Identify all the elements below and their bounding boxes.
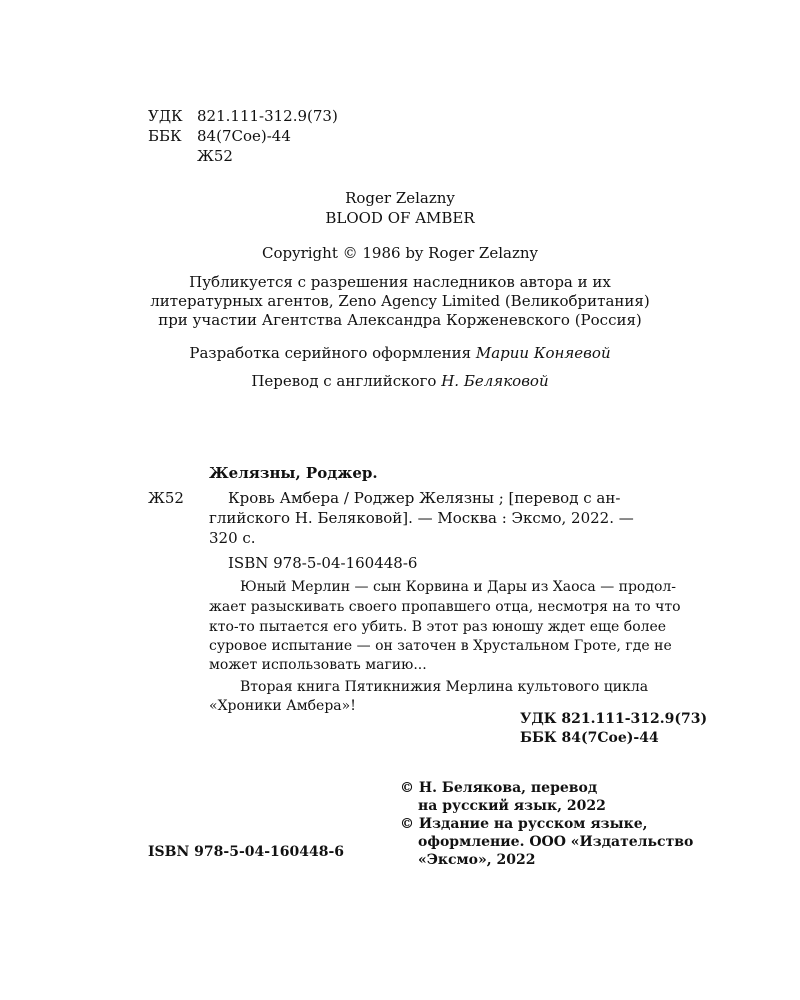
series-line: Вторая книга Пятикнижия Мерлина культового цикла — [240, 679, 649, 695]
design-credit — [0, 343, 800, 363]
bbk-value: 84(7Сое)-44 — [197, 127, 291, 145]
catalog-author-heading: Желязны, Роджер. — [209, 464, 378, 482]
footer-copyright-line: «Эксмо», 2022 — [418, 852, 536, 868]
bbk-label: ББК — [148, 127, 182, 145]
rights-line: Публикуется с разрешения наследников автора и их — [189, 273, 611, 291]
annotation-line: Юный Мерлин — сын Корвина и Дары из Хаоса — продол- — [240, 579, 677, 595]
rights-line: при участии Агентства Александра Корженевского (Россия) — [158, 311, 642, 329]
design-credit-name: Марии Коняевой — [475, 344, 611, 362]
design-credit-prefix: Разработка серийного оформления — [189, 344, 476, 362]
catalog-description-line: глийского Н. Беляковой]. — Москва : Эксмо, 2022. — — [209, 509, 634, 527]
catalog-mark: Ж52 — [148, 489, 184, 507]
rights-line: литературных агентов, Zeno Agency Limited (Великобритания) — [150, 292, 650, 310]
catalog-bbk: ББК 84(7Сое)-44 — [520, 730, 659, 746]
translation-credit-prefix: Перевод с английского — [251, 372, 442, 390]
footer-isbn: ISBN 978-5-04-160448-6 — [148, 844, 345, 860]
catalog-isbn: ISBN 978-5-04-160448-6 — [228, 554, 418, 572]
translation-credit-name: Н. Беляковой — [441, 372, 549, 390]
footer-copyright-line: оформление. ООО «Издательство — [418, 834, 694, 850]
udk-value: 821.111-312.9(73) — [197, 107, 338, 125]
footer-copyright-line: © Издание на русском языке, — [400, 816, 648, 832]
annotation-line: жает разыскивать своего пропавшего отца, несмотря на то что — [209, 599, 681, 615]
copyright-line: Copyright © 1986 by Roger Zelazny — [262, 244, 538, 262]
annotation-line: кто-то пытается его убить. В этот раз юношу ждет еще более — [209, 619, 667, 635]
footer-copyright-line: © Н. Белякова, перевод — [400, 780, 598, 796]
catalog-description-line: Кровь Амбера / Роджер Желязны ; [перевод с ан- — [228, 489, 621, 507]
catalog-udk: УДК 821.111-312.9(73) — [520, 711, 708, 727]
translation-credit — [0, 371, 800, 391]
series-line: «Хроники Амбера»! — [209, 698, 356, 714]
annotation-line: может использовать магию... — [209, 657, 427, 673]
footer-copyright-line: на русский язык, 2022 — [418, 798, 606, 814]
author-mark: Ж52 — [197, 147, 233, 165]
udk-label: УДК — [148, 107, 183, 125]
catalog-description-line: 320 с. — [209, 529, 256, 547]
annotation-line: суровое испытание — он заточен в Хрустальном Гроте, где не — [209, 638, 672, 654]
original-author: Roger Zelazny — [345, 189, 455, 207]
original-title: BLOOD OF AMBER — [325, 209, 475, 227]
